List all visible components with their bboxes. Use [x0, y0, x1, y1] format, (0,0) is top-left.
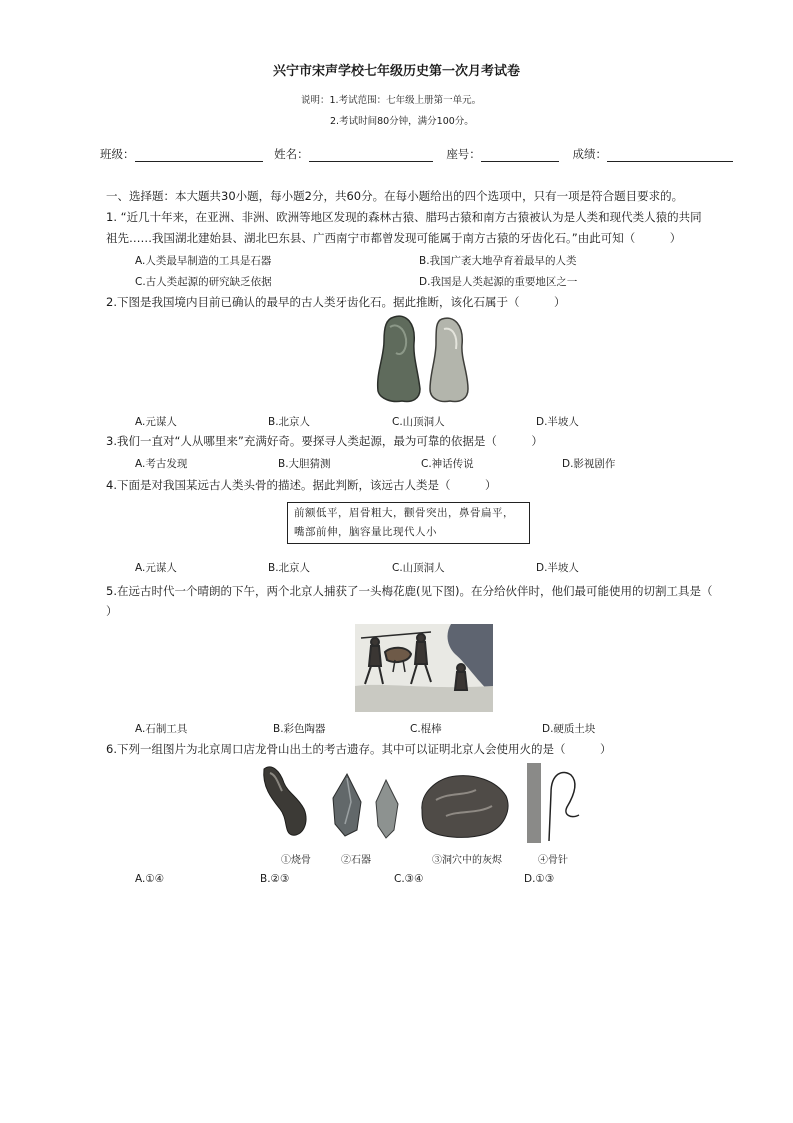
q4-option-b[interactable]: B.北京人	[268, 562, 311, 574]
q4-stem: 4.下面是对我国某远古人类头骨的描述。据此判断，该远古人类是（ ）	[106, 478, 497, 492]
q6-stem: 6.下列一组图片为北京周口店龙骨山出土的考古遗存。其中可以证明北京人会使用火的是（ ）	[106, 742, 612, 756]
q1-option-c[interactable]: C.古人类起源的研究缺乏依据	[135, 276, 272, 288]
q4-option-d[interactable]: D.半坡人	[536, 562, 579, 574]
name-label: 姓名：	[274, 147, 309, 161]
skull-description-box: 前额低平，眉骨粗大，颧骨突出，鼻骨扁平，嘴部前伸，脑容量比现代人小	[287, 502, 530, 544]
page-title: 兴宁市宋声学校七年级历史第一次月考试卷	[272, 64, 520, 79]
q6-option-c[interactable]: C.③④	[394, 873, 424, 885]
caption-burnt-bone: ①烧骨	[281, 855, 311, 866]
q1-option-b[interactable]: B.我国广袤大地孕育着最早的人类	[419, 255, 577, 267]
q6-option-a[interactable]: A.①④	[135, 873, 165, 885]
exam-note-2: 2.考试时间80分钟，满分100分。	[330, 116, 474, 127]
stone-tool-image-1	[327, 772, 367, 838]
q5-option-a[interactable]: A.石制工具	[135, 723, 188, 735]
q4-option-c[interactable]: C.山顶洞人	[392, 562, 445, 574]
bone-needle-image	[523, 763, 585, 843]
q5-option-b[interactable]: B.彩色陶器	[273, 723, 326, 735]
q6-option-d[interactable]: D.①③	[524, 873, 555, 885]
q5-stem-line1: 5.在远古时代一个晴朗的下午，两个北京人捕获了一头梅花鹿(见下图)。在分给伙伴时，他们最可能使用的切割工具是（	[106, 584, 713, 598]
seat-label: 座号：	[446, 147, 481, 161]
section-heading: 一、选择题：本大题共30小题，每小题2分，共60分。在每小题给出的四个选项中，只有一项是符合题目要求的。	[106, 189, 684, 203]
ash-image	[416, 770, 512, 842]
q5-option-c[interactable]: C.棍棒	[410, 723, 442, 735]
q3-option-a[interactable]: A.考古发现	[135, 458, 188, 470]
burnt-bone-image	[258, 763, 318, 843]
score-label: 成绩：	[572, 147, 607, 161]
seat-field[interactable]	[481, 149, 559, 162]
class-field[interactable]	[135, 149, 263, 162]
q6-option-b[interactable]: B.②③	[260, 873, 290, 885]
info-fields	[100, 146, 733, 162]
q3-option-c[interactable]: C.神话传说	[421, 458, 474, 470]
hunting-scene-image	[355, 624, 493, 712]
class-label: 班级：	[100, 147, 135, 161]
q5-option-d[interactable]: D.硬质土块	[542, 723, 596, 735]
q1-option-a[interactable]: A.人类最早制造的工具是石器	[135, 255, 272, 267]
exam-note-1: 说明：1.考试范围：七年级上册第一单元。	[301, 95, 482, 106]
caption-bone-needle: ④骨针	[538, 855, 568, 866]
q3-stem: 3.我们一直对“人从哪里来”充满好奇。要探寻人类起源，最为可靠的依据是（ ）	[106, 434, 543, 448]
q5-stem-line2: ）	[106, 604, 118, 618]
q1-stem-line1: 1. “近几十年来，在亚洲、非洲、欧洲等地区发现的森林古猿、腊玛古猿和南方古猿被认为是人类和现代类人猿的共同	[106, 210, 702, 224]
caption-ash: ③洞穴中的灰烬	[432, 855, 502, 866]
q1-option-d[interactable]: D.我国是人类起源的重要地区之一	[419, 276, 578, 288]
q2-stem: 2.下图是我国境内目前已确认的最早的古人类牙齿化石。据此推断，该化石属于（ ）	[106, 295, 566, 309]
q2-option-b[interactable]: B.北京人	[268, 416, 311, 428]
stone-tool-image-2	[372, 778, 402, 840]
q3-option-b[interactable]: B.大胆猜测	[278, 458, 331, 470]
name-field[interactable]	[309, 149, 433, 162]
q2-option-a[interactable]: A.元谋人	[135, 416, 177, 428]
q4-option-a[interactable]: A.元谋人	[135, 562, 177, 574]
q2-option-d[interactable]: D.半坡人	[536, 416, 579, 428]
q3-option-d[interactable]: D.影视剧作	[562, 458, 616, 470]
q1-stem-line2: 祖先……我国湖北建始县、湖北巴东县、广西南宁市都曾发现可能属于南方古猿的牙齿化石。”由此可知（ ）	[106, 231, 682, 245]
tooth-fossil-image	[372, 313, 480, 405]
score-field[interactable]	[607, 149, 733, 162]
caption-stone-tool: ②石器	[341, 855, 371, 866]
q2-option-c[interactable]: C.山顶洞人	[392, 416, 445, 428]
